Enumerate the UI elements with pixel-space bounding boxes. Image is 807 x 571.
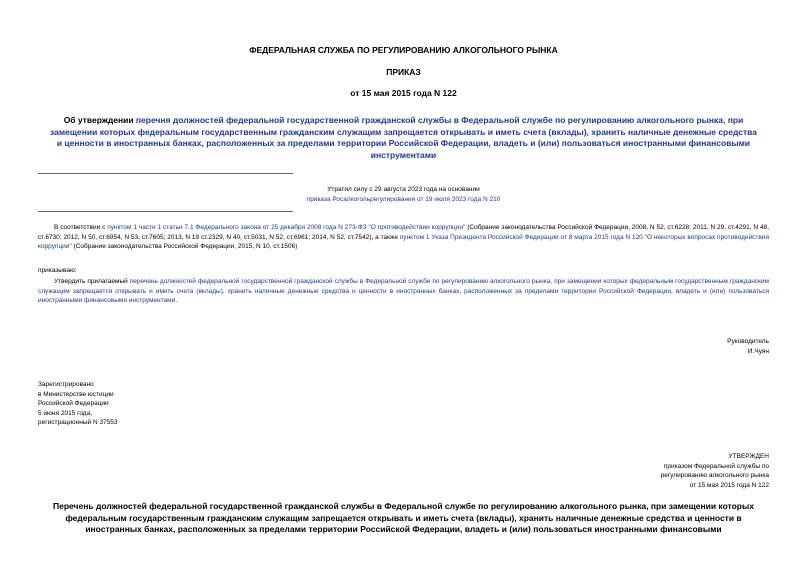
registration-line-4: 5 июня 2015 года, (38, 409, 93, 417)
annex-title: Перечень должностей федеральной государственной гражданской службы в Федеральной службе по регулированию алкогольного рынка, при замещении которых федеральным государственным гражданским служащим запрещается открывать и иметь счета (вклады), хранить наличные денежные средства и ценности в иностранных банках, расположенных за пределами территории Российской Федерации, владеть и (или) пользоваться иностранными финансовыми (53, 501, 754, 534)
registration-line-2: в Министерстве юстиции (38, 390, 114, 398)
approved-block (661, 452, 769, 490)
agency-name: ФЕДЕРАЛЬНАЯ СЛУЖБА ПО РЕГУЛИРОВАНИЮ АЛКОГОЛЬНОГО РЫНКА (249, 45, 558, 55)
p2-text-start: Утвердить прилагаемый (54, 278, 130, 285)
approved-line-3: регулированию алкогольного рынка (660, 472, 769, 479)
paragraph-approve (38, 277, 769, 306)
annex-link[interactable]: перечень должностей федеральной государственной гражданской службы в Федеральной службе по регулированию алкогольного рынка, при замещении которых федеральным государственным гражданским служащим запрещается открывать и иметь счета (вклады), хранить наличные денежные средства и ценности в иностранных банках, расположенных за пределами территории Российской Федерации, владеть и (или) пользоваться иностранными финансовыми инструментами (38, 278, 770, 304)
status-line-1: Утратил силу с 29 августа 2023 года на основании (327, 186, 480, 193)
registration-line-1: Зарегистрировано (38, 381, 94, 388)
paragraph-basis (38, 223, 769, 252)
p1-text-end: (Собрание законодательства Российской Федерации, 2015, N 10, ст.1506) (71, 243, 298, 250)
registration-line-5: регистрационный N 37553 (38, 419, 118, 426)
title-link[interactable]: перечня должностей федеральной государственной гражданской службы в Федеральной службе по регулированию алкогольного рынка, при замещении которых федеральным государственным гражданским служащим запрещается открывать и иметь счета (вклады), хранить наличные денежные средства и ценности в иностранных банках, расположенных за пределами территории Российской Федерации, владеть и (или) пользоваться иностранными финансовыми инструментами (50, 115, 757, 160)
p1-text-start: В соответствии с (54, 224, 108, 231)
divider-top (38, 173, 293, 174)
document-title (48, 115, 759, 161)
signature-block (727, 337, 769, 356)
doc-type: ПРИКАЗ (386, 67, 421, 77)
registration-line-3: Российской Федерации (38, 400, 109, 407)
divider-bottom (38, 211, 293, 212)
law-273-link[interactable]: пунктом 1 части 1 статьи 7.1 Федерального закона от 25 декабря 2008 года N 273-ФЗ "О противодействии коррупции" (107, 224, 466, 231)
approved-line-1: УТВЕРЖДЕН (728, 453, 769, 460)
p2-text-end: . (175, 297, 178, 304)
signer-name: И.Чуян (747, 347, 769, 355)
approved-line-4: от 15 мая 2015 года N 122 (689, 481, 769, 489)
registration-block (38, 380, 118, 428)
doc-date: от 15 мая 2015 года N 122 (350, 88, 457, 98)
approved-line-2: приказом Федеральной службы по (663, 462, 769, 470)
title-prefix: Об утверждении (63, 115, 136, 125)
decree-120-link[interactable]: пунктом 1 Указа Президента Российской Федерации от 8 марта 2015 года N 120 "О некоторых вопросах противодействия коррупции" (38, 233, 769, 250)
order-word: приказываю: (38, 267, 77, 274)
status-link[interactable]: приказа Росалкогольрегулирования от 19 июля 2023 года N 210 (306, 196, 501, 203)
signer-position: Руководитель (727, 338, 769, 345)
p1-text-mid: (Собрание законодательства Российской Федерации, 2008, N 52, ст.6228; 2011, N 29, ст.4291, N 48, ст.6730; 2012, N 50, ст.6954, N 53, ст.7605; 2013, N 19 ст.2329, N 40, ст.5031, N 52, ст.6961; 2014, N 52, ст.7542), а также (38, 224, 770, 241)
